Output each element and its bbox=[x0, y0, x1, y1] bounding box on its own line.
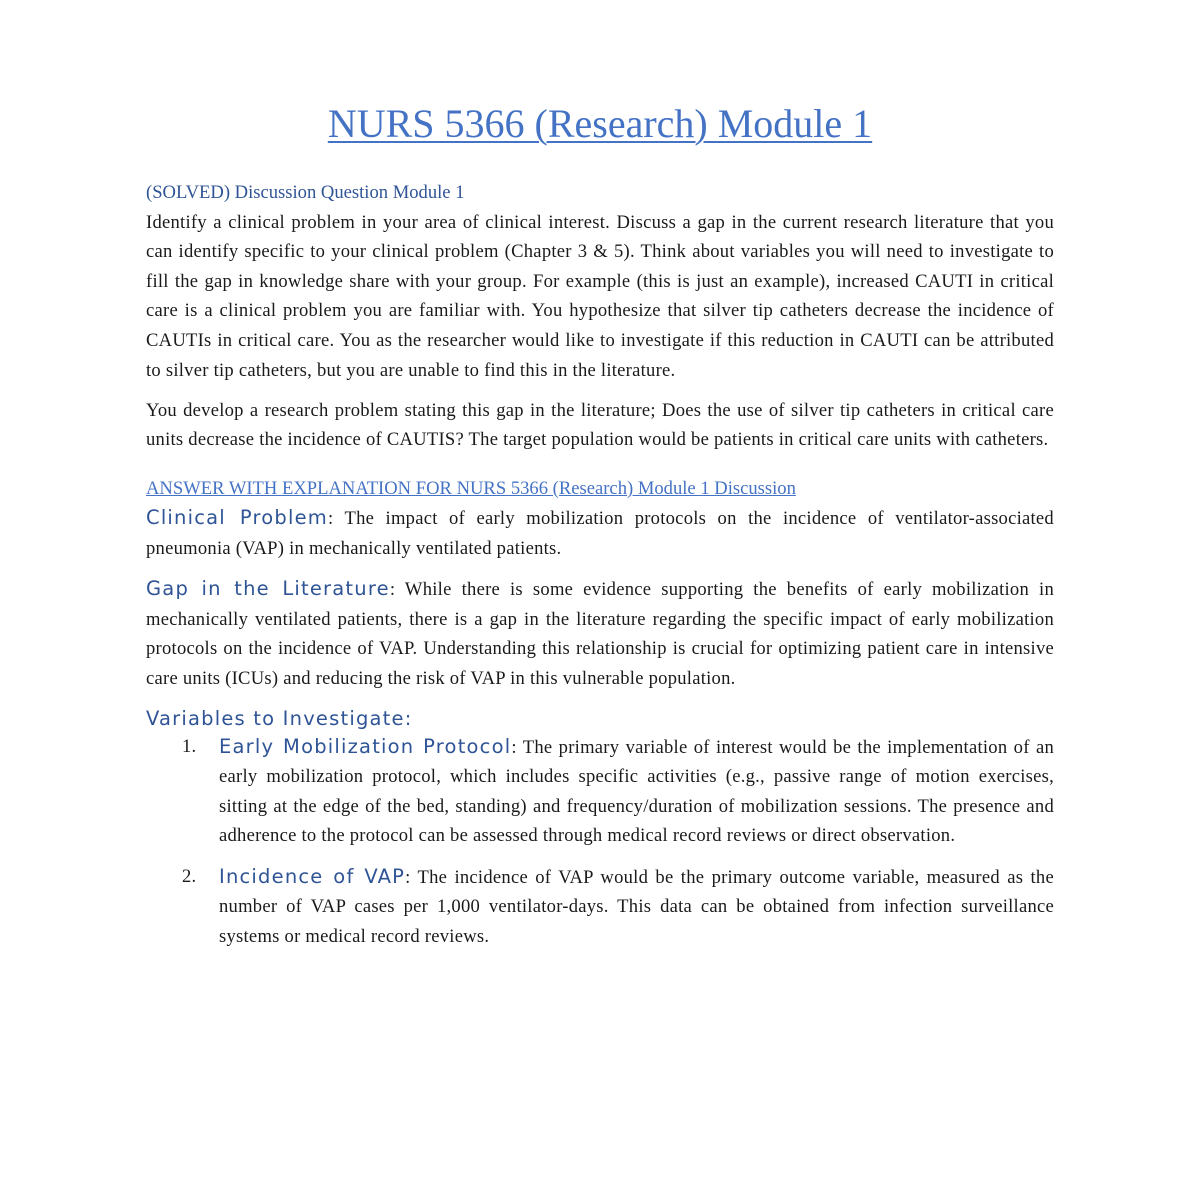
variable-text: : The incidence of VAP would be the primary outcome variable, measured as the number of VAP cases per 1,000 ventilator-days. This data can be obtained from infection surveillance systems or medical record reviews. bbox=[219, 866, 1054, 948]
question-paragraph-1: Identify a clinical problem in your area of clinical interest. Discuss a gap in the current research literature that you can identify specific to your clinical problem (Chapter 3 & 5). Think about variables you will need to investigate to fill the gap in knowledge share with your group. For example (this is just an example), increased CAUTI in critical care is a clinical problem you are familiar with. You hypothesize that silver tip catheters decrease the incidence of CAUTIs in critical care. You as the researcher would like to investigate if this reduction in CAUTI can be attributed to silver tip catheters, but you are unable to find this in the literature. bbox=[146, 211, 1054, 381]
gap-paragraph bbox=[146, 574, 1054, 693]
answer-link[interactable]: ANSWER WITH EXPLANATION FOR NURS 5366 (Research) Module 1 Discussion bbox=[146, 477, 796, 499]
clinical-problem-label: Clinical Problem bbox=[146, 506, 328, 530]
variable-label: Incidence of VAP bbox=[219, 864, 406, 888]
clinical-problem-paragraph bbox=[146, 503, 1054, 563]
variables-list bbox=[146, 732, 1054, 952]
question-paragraph-2: You develop a research problem stating this gap in the literature; Does the use of silver tip catheters in critical care units decrease the incidence of CAUTIS? The target population would be patients in critical care units with catheters. bbox=[146, 399, 1054, 451]
list-item bbox=[146, 732, 1054, 851]
clinical-problem-text: : The impact of early mobilization protocols on the incidence of ventilator-associated pneumonia (VAP) in mechanically ventilated patients. bbox=[146, 508, 1054, 560]
list-number: 1. bbox=[182, 735, 197, 757]
list-item bbox=[146, 862, 1054, 952]
variables-heading: Variables to Investigate: bbox=[146, 706, 413, 730]
document-body bbox=[146, 178, 1054, 963]
question-subtitle: (SOLVED) Discussion Question Module 1 bbox=[146, 182, 465, 203]
gap-label: Gap in the Literature bbox=[146, 577, 390, 601]
variable-label: Early Mobilization Protocol bbox=[219, 734, 512, 758]
gap-text: : While there is some evidence supporting the benefits of early mobilization in mechanically ventilated patients, there is a gap in the literature regarding the specific impact of early mobilization protocols on the incidence of VAP. Understanding this relationship is crucial for optimizing patient care in intensive care units (ICUs) and reducing the risk of VAP in this vulnerable population. bbox=[146, 579, 1054, 689]
list-number: 2. bbox=[182, 865, 197, 887]
document-title: NURS 5366 (Research) Module 1 bbox=[327, 101, 873, 146]
variable-text: : The primary variable of interest would be the implementation of an early mobilization protocol, which includes specific activities (e.g., passive range of motion exercises, sitting at the edge of the bed, standing) and frequency/duration of mobilization sessions. The presence and adherence to the protocol can be assessed through medical record reviews or direct observation. bbox=[219, 736, 1055, 847]
